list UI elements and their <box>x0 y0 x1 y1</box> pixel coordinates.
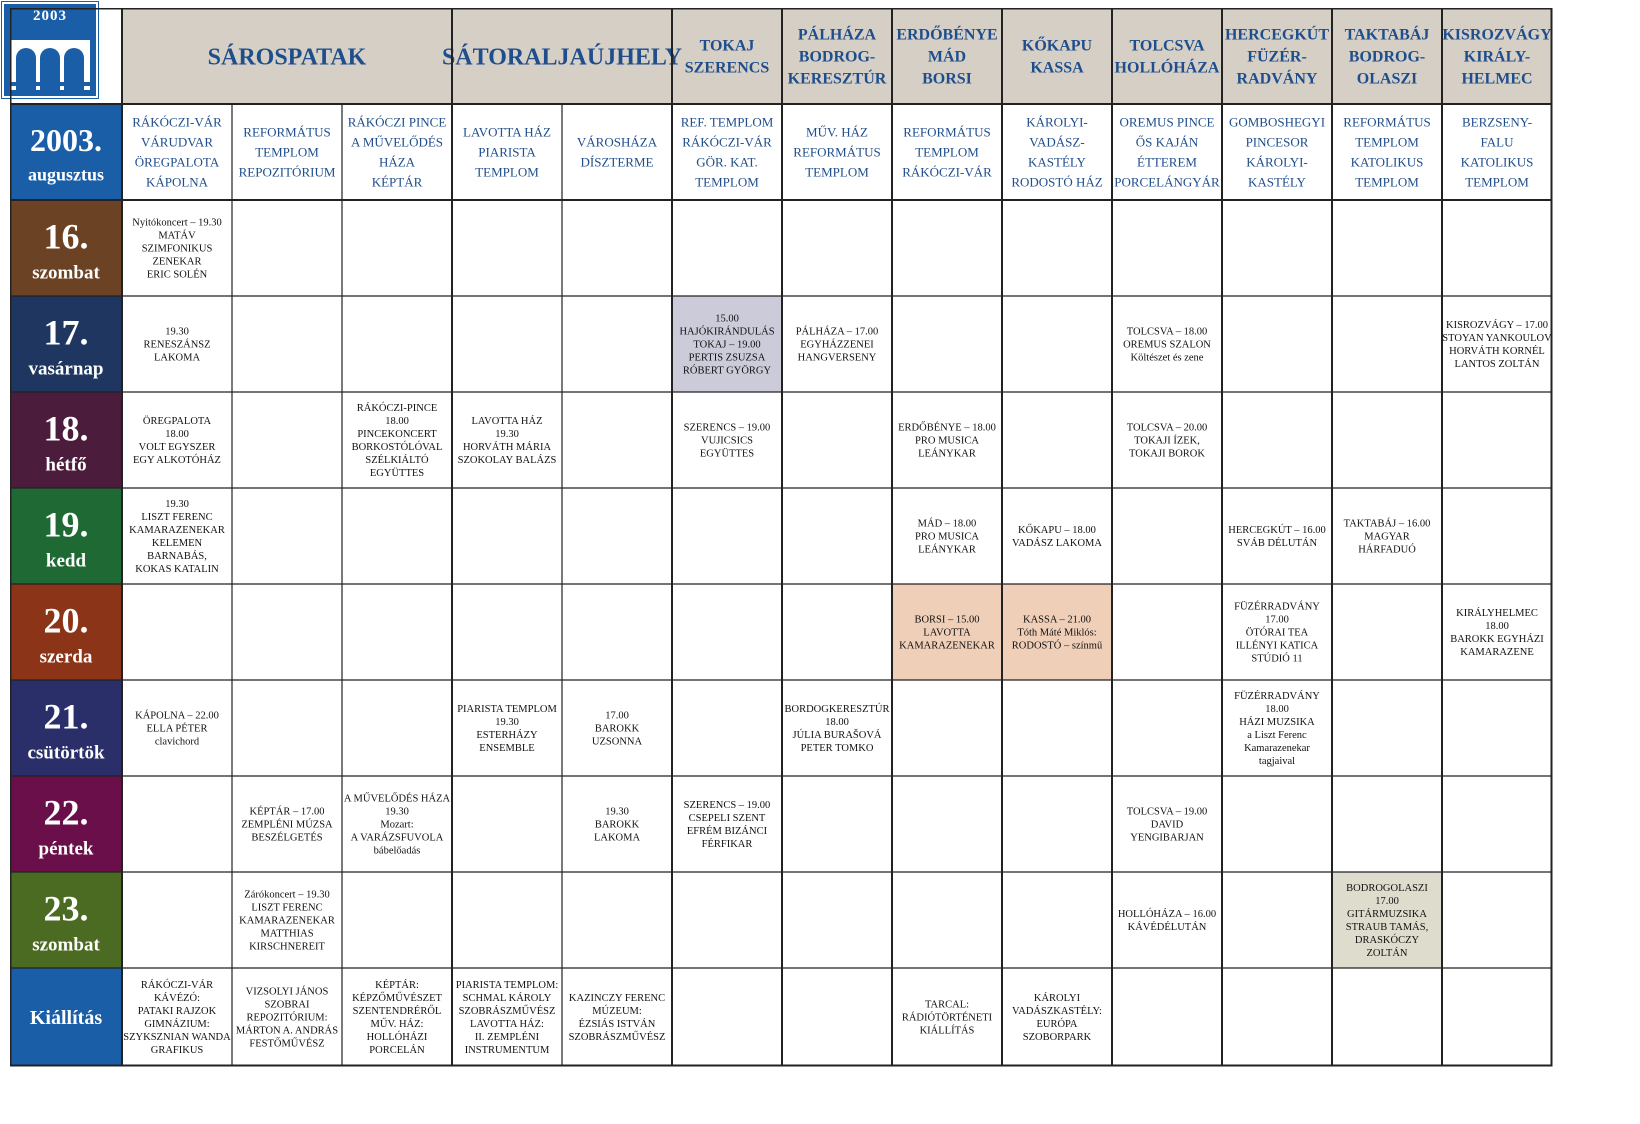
event-text: HOLLÓHÁZA – 16.00 KÁVÉDÉLUTÁN <box>1117 909 1217 934</box>
event-text: PÁLHÁZA – 17.00 EGYHÁZZENEI HANGVERSENY <box>795 326 879 364</box>
event-text: KÁPOLNA – 22.00 ELLA PÉTER clavichord <box>135 710 219 748</box>
venue-heading: BERZSENY-FALU KATOLIKUS TEMPLOM <box>1460 114 1534 190</box>
town-heading: ERDŐBÉNYE MÁD BORSI <box>896 26 998 88</box>
venue-heading: RÁKÓCZI-VÁR VÁRUDVAR ÖREGPALOTA KÁPOLNA <box>132 114 222 190</box>
event-text: ERDŐBÉNYE – 18.00 PRO MUSICA LEÁNYKAR <box>898 422 996 460</box>
logo-year: 2003 <box>33 8 67 24</box>
town-heading: SÁTORALJAÚJHELY <box>441 44 683 71</box>
date-month: augusztus <box>27 164 105 185</box>
event-text: 19.30 RENESZÁNSZ LAKOMA <box>143 326 211 364</box>
event-text: BORDOGKERESZTÚR 18.00 JÚLIA BURAŠOVÁ PETER TOMKO <box>784 704 890 755</box>
venue-heading: RÁKÓCZI PINCE A MŰVELŐDÉS HÁZA KÉPTÁR <box>347 114 447 190</box>
venue-heading: REFORMÁTUS TEMPLOM RÁKÓCZI-VÁR <box>902 124 992 180</box>
event-text: 15.00 HAJÓKIRÁNDULÁS TOKAJ – 19.00 PERTIS ZSUZSA RÓBERT GYÖRGY <box>679 313 775 377</box>
day-name: Kiállítás <box>29 1007 103 1029</box>
event-text: KAZINCZY FERENC MÚZEUM: ÉZSIÁS ISTVÁN SZOBRÁSZMŰVÉSZ <box>568 993 666 1044</box>
event-text: KISROZVÁGY – 17.00 STOYAN YANKOULOV HORVÁTH KORNÉL LANTOS ZOLTÁN <box>1442 320 1552 371</box>
day-number: 18. <box>43 408 89 449</box>
town-heading: TOLCSVA HOLLÓHÁZA <box>1114 37 1220 77</box>
event-text: VIZSOLYI JÁNOS SZOBRAI REPOZITÓRIUM: MÁRTON A. ANDRÁS FESTŐMŰVÉSZ <box>235 986 339 1050</box>
event-text: PIARISTA TEMPLOM 19.30 ESTERHÁZY ENSEMBLE <box>457 704 557 755</box>
venue-heading: MŰV. HÁZ REFORMÁTUS TEMPLOM <box>793 124 881 180</box>
event-text: HERCEGKÚT – 16.00 SVÁB DÉLUTÁN <box>1228 525 1326 550</box>
event-text: SZERENCS – 19.00 CSEPELI SZENT EFRÉM BIZÁNCI FÉRFIKAR <box>683 800 771 851</box>
day-number: 20. <box>43 600 89 641</box>
event-text: TOLCSVA – 18.00 OREMUS SZALON Költészet és zene <box>1123 326 1211 364</box>
day-name: szombat <box>32 262 100 284</box>
event-text: KÁROLYI VADÁSZKASTÉLY: EURÓPA SZOBORPARK <box>1012 993 1102 1044</box>
day-name: szerda <box>39 646 93 668</box>
day-name: péntek <box>38 838 94 860</box>
event-text: Nyitókoncert – 19.30 MATÁV SZIMFONIKUS ZENEKAR ERIC SOLÉN <box>132 217 222 281</box>
day-number: 16. <box>43 216 89 257</box>
town-heading: KŐKAPU KASSA <box>1021 37 1093 77</box>
event-text: LAVOTTA HÁZ 19.30 HORVÁTH MÁRIA SZOKOLAY BALÁZS <box>457 416 557 467</box>
event-text: TOLCSVA – 20.00 TOKAJI ÍZEK, TOKAJI BOROK <box>1126 422 1208 460</box>
venue-heading: GOMBOSHEGYI PINCESOR KÁROLYI-KASTÉLY <box>1228 114 1326 190</box>
event-text: KŐKAPU – 18.00 VADÁSZ LAKOMA <box>1012 525 1102 550</box>
town-heading: TOKAJ SZERENCS <box>684 37 770 77</box>
day-name: vasárnap <box>28 358 104 380</box>
day-number: 22. <box>43 792 89 833</box>
day-name: csütörtök <box>27 742 105 764</box>
venue-heading: OREMUS PINCE ŐS KAJÁN ÉTTEREM PORCELÁNGYÁR <box>1114 114 1220 190</box>
event-text: RÁKÓCZI-PINCE 18.00 PINCEKONCERT BORKOSTÓLÓVAL SZÉLKIÁLTÓ EGYÜTTES <box>351 403 443 480</box>
event-text: TAKTABÁJ – 16.00 MAGYAR HÁRFADUÓ <box>1343 518 1431 556</box>
event-text: TARCAL: RÁDIÓTÖRTÉNETI KIÁLLÍTÁS <box>901 999 993 1037</box>
event-text: BORSI – 15.00 LAVOTTA KAMARAZENEKAR <box>899 614 995 652</box>
day-name: szombat <box>32 934 100 956</box>
event-text: 19.30 LISZT FERENC KAMARAZENEKAR KELEMEN BARNABÁS, KOKAS KATALIN <box>129 499 225 576</box>
event-text: MÁD – 18.00 PRO MUSICA LEÁNYKAR <box>915 518 979 556</box>
date-year: 2003. <box>30 122 102 159</box>
event-text: Zárókoncert – 19.30 LISZT FERENC KAMARAZENEKAR MATTHIAS KIRSCHNEREIT <box>239 889 335 953</box>
day-name: hétfő <box>45 454 87 476</box>
venue-heading: REFORMÁTUS TEMPLOM KATOLIKUS TEMPLOM <box>1343 114 1431 190</box>
event-text: FÜZÉRRADVÁNY 17.00 ÖTÓRAI TEA ILLÉNYI KATICA STÚDIÓ 11 <box>1234 601 1320 665</box>
venue-heading: VÁROSHÁZA DÍSZTERME <box>576 134 658 170</box>
event-text: SZERENCS – 19.00 VUJICSICS EGYÜTTES <box>683 422 771 460</box>
town-heading: TAKTABÁJ BODROG-OLASZI <box>1344 26 1430 88</box>
event-text: PIARISTA TEMPLOM: SCHMAL KÁROLY SZOBRÁSZMŰVÉSZ LAVOTTA HÁZ: II. ZEMPLÉNI INSTRUMENTUM <box>455 980 559 1057</box>
town-heading: SÁROSPATAK <box>207 44 367 71</box>
event-text: ÖREGPALOTA 18.00 VOLT EGYSZER EGY ALKOTÓHÁZ <box>133 416 221 467</box>
town-heading: PÁLHÁZA BODROG-KERESZTÚR <box>787 26 887 88</box>
town-heading: KISROZVÁGY KIRÁLY-HELMEC <box>1442 26 1552 88</box>
event-text: TOLCSVA – 19.00 DAVID YENGIBARJAN <box>1126 806 1208 844</box>
town-heading: HERCEGKÚT FÜZÉR-RADVÁNY <box>1224 26 1330 88</box>
event-text: FÜZÉRRADVÁNY 18.00 HÁZI MUZSIKA a Liszt Ferenc Kamarazenekar tagjaival <box>1234 691 1320 768</box>
event-text: KÉPTÁR: KÉPZŐMŰVÉSZET SZENTENDRÉRŐL MŰV. HÁZ: HOLLÓHÁZI PORCELÁN <box>352 980 442 1057</box>
venue-heading: KÁROLYI-VADÁSZ-KASTÉLY RODOSTÓ HÁZ <box>1011 114 1103 190</box>
venue-heading: REFORMÁTUS TEMPLOM REPOZITÓRIUM <box>238 124 336 180</box>
day-number: 21. <box>43 696 89 737</box>
event-text: BODROGOLASZI 17.00 GITÁRMUZSIKA STRAUB TAMÁS, DRASKÓCZY ZOLTÁN <box>1345 883 1429 960</box>
event-text: 17.00 BAROKK UZSONNA <box>591 710 643 748</box>
day-number: 17. <box>43 312 89 353</box>
event-text: KÉPTÁR – 17.00 ZEMPLÉNI MÚZSA BESZÉLGETÉS <box>241 806 333 844</box>
day-number: 19. <box>43 504 89 545</box>
schedule-table <box>10 8 1630 1118</box>
day-name: kedd <box>45 550 87 572</box>
event-text: A MŰVELŐDÉS HÁZA 19.30 Mozart: A VARÁZSFUVOLA bábelőadás <box>343 793 451 857</box>
event-text: KASSA – 21.00 Tóth Máté Miklós: RODOSTÓ – színmű <box>1011 614 1103 652</box>
event-text: KIRÁLYHELMEC 18.00 BAROKK EGYHÁZI KAMARAZENE <box>1450 608 1544 659</box>
venue-heading: LAVOTTA HÁZ PIARISTA TEMPLOM <box>463 124 551 180</box>
event-text: RÁKÓCZI-VÁR KÁVÉZÓ: PATAKI RAJZOK GIMNÁZIUM: SZYKSZNIAN WANDA GRAFIKUS <box>123 980 231 1057</box>
day-number: 23. <box>43 888 89 929</box>
venue-heading: REF. TEMPLOM RÁKÓCZI-VÁR GÖR. KAT. TEMPLOM <box>680 114 774 190</box>
event-text: 19.30 BAROKK LAKOMA <box>593 806 641 844</box>
